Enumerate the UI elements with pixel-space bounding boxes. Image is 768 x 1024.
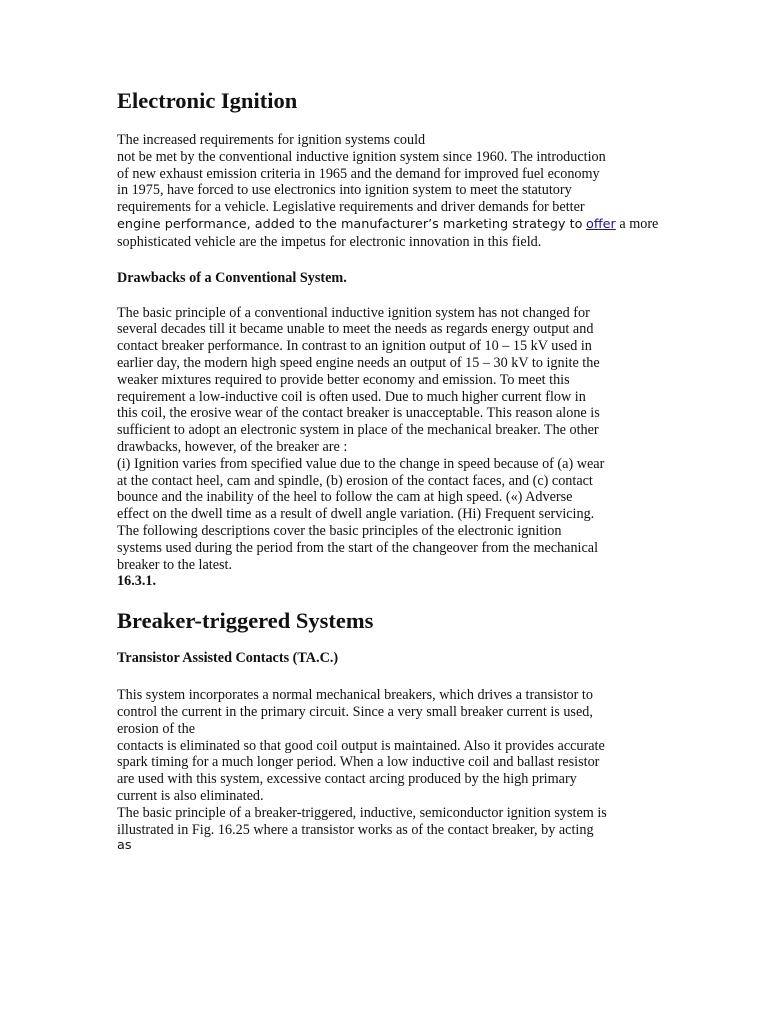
paragraph-line: This system incorporates a normal mechanical breakers, which drives a transistor to — [117, 687, 593, 704]
paragraph-line: The increased requirements for ignition systems could — [117, 132, 426, 148]
paragraph-line: The basic principle of a conventional inductive ignition system has not changed for — [117, 304, 590, 321]
tac-paragraph — [117, 687, 657, 855]
paragraph-line: sophisticated vehicle are the impetus for electronic innovation in this field. — [117, 233, 542, 250]
paragraph-line: breaker to the latest. — [117, 556, 233, 573]
section-number: 16.3.1. — [117, 573, 157, 590]
paragraph-line: earlier day, the modern high speed engine needs an output of 15 – 30 kV to ignite the — [117, 354, 600, 371]
section-title-breaker-triggered: Breaker-triggered Systems — [117, 608, 374, 634]
subsection-heading-tac: Transistor Assisted Contacts (TA.C.) — [117, 650, 339, 667]
paragraph-line: at the contact heel, cam and spindle, (b) erosion of the contact faces, and (c) contact — [117, 472, 593, 489]
paragraph-text: a more — [615, 215, 659, 232]
paragraph-line: The basic principle of a breaker-triggered, inductive, semiconductor ignition system is — [117, 804, 607, 821]
paragraph-line: drawbacks, however, of the breaker are : — [117, 438, 348, 455]
paragraph-line: requirements for a vehicle. Legislative requirements and driver demands for better — [117, 199, 585, 216]
paragraph-line: control the current in the primary circuit. Since a very small breaker current is used, — [117, 703, 593, 720]
intro-paragraph — [117, 132, 657, 251]
section-heading-drawbacks: Drawbacks of a Conventional System. — [117, 269, 347, 286]
paragraph-line: are used with this system, excessive contact arcing produced by the high primary — [117, 771, 577, 788]
paragraph-line: systems used during the period from the start of the changeover from the mechanical — [117, 539, 599, 556]
paragraph-line: requirement a low-inductive coil is often used. Due to much higher current flow in — [117, 388, 586, 405]
paragraph-line: effect on the dwell time as a result of dwell angle variation. (Hi) Frequent servicing. — [117, 506, 595, 523]
paragraph-line: not be met by the conventional inductive ignition system since 1960. The introduction — [117, 148, 606, 165]
paragraph-line: as — [117, 838, 132, 854]
paragraph-line: sufficient to adopt an electronic system in place of the mechanical breaker. The other — [117, 422, 599, 439]
paragraph-line: weaker mixtures required to provide better economy and emission. To meet this — [117, 371, 570, 388]
paragraph-line: contacts is eliminated so that good coil output is maintained. Also it provides accurate — [117, 737, 605, 754]
paragraph-line: in 1975, have forced to use electronics into ignition system to meet the statutory — [117, 182, 572, 199]
paragraph-line: illustrated in Fig. 16.25 where a transistor works as of the contact breaker, by acting — [117, 821, 594, 838]
paragraph-line: spark timing for a much longer period. When a low inductive coil and ballast resistor — [117, 754, 600, 771]
paragraph-line: current is also eliminated. — [117, 787, 264, 804]
paragraph-line: several decades till it became unable to meet the needs as regards energy output and — [117, 321, 594, 338]
paragraph-line: contact breaker performance. In contrast to an ignition output of 10 – 15 kV used in — [117, 338, 592, 355]
paragraph-line: of new exhaust emission criteria in 1965 and the demand for improved fuel economy — [117, 165, 600, 182]
paragraph-line: erosion of the — [117, 720, 196, 737]
paragraph-text: engine performance, added to the manufacturer’s marketing strategy to — [117, 216, 583, 232]
drawbacks-paragraph — [117, 305, 657, 591]
paragraph-line: this coil, the erosive wear of the contact breaker is unacceptable. This reason alone is — [117, 405, 600, 422]
page-title: Electronic Ignition — [117, 88, 298, 113]
offer-link[interactable]: offer — [586, 216, 616, 232]
paragraph-line: The following descriptions cover the basic principles of the electronic ignition — [117, 522, 562, 539]
paragraph-line: bounce and the inability of the heel to follow the cam at high speed. («) Adverse — [117, 489, 573, 506]
paragraph-line: (i) Ignition varies from specified value due to the change in speed because of (a) wear — [117, 455, 605, 472]
paragraph-line-with-link — [117, 216, 657, 234]
document-body — [117, 88, 657, 855]
